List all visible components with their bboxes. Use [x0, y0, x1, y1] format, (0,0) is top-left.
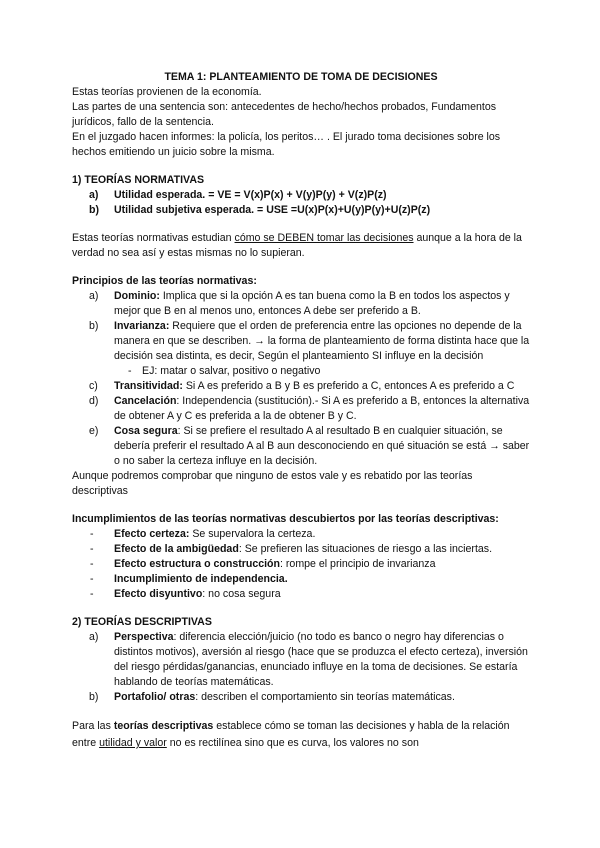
principle-term: Invarianza: [114, 320, 170, 332]
list-marker: - [90, 528, 94, 540]
principles-closing: Aunque podremos comprobar que ninguno de estos vale y es rebatido por las teorías descriptivas [72, 470, 473, 497]
text-span: no es rectilínea sino que es curva, los valores no son [166, 737, 419, 749]
bold-term: teorías descriptivas [113, 720, 214, 732]
list-marker: - [90, 573, 94, 585]
normative-study-paragraph [72, 231, 530, 261]
formula-expected-utility: Utilidad esperada. = VE = V(x)P(x) + V(y)P(y) + V(z)P(z) [114, 189, 387, 201]
breach-text: Se supervalora la certeza. [189, 528, 316, 540]
principle-item [72, 424, 530, 469]
principle-item [72, 394, 530, 424]
heading-text: Incumplimientos de las teorías normativas descubiertos por las teorías descriptivas: [72, 513, 499, 525]
breach-item [72, 557, 530, 572]
formula-item [72, 188, 530, 203]
intro-line-1: Estas teorías provienen de la economía. [72, 86, 262, 98]
principle-text: Si A es preferido a B y B es preferido a C, entonces A es preferido a C [182, 380, 515, 392]
list-marker: c) [89, 380, 98, 392]
text-span: Para las [72, 720, 114, 732]
breach-item [72, 572, 530, 587]
principle-term: Cancelación [114, 395, 177, 407]
principle-term: Dominio: [114, 290, 160, 302]
underlined-phrase: utilidad y valor [99, 737, 167, 749]
principle-text: Requiere que el orden de preferencia entre las opciones no depende de la manera en que se describen. → la forma de planteamiento de forma distinta hace que la decisión sea distinta, es decir, Según el planteamiento SI influye en la decisión [114, 320, 530, 362]
descriptive-item [72, 630, 530, 690]
example-item [72, 364, 530, 379]
list-marker: a) [89, 631, 99, 643]
descriptive-text: : diferencia elección/juicio (no todo es banco o negro hay diferencias o distintos motivos), aversión al riesgo (hace que se produzca el efecto certeza), inversión del riesgo pérdidas/ganancias, enunciado influye en la toma de decisiones. Se estaría hablando de teorías matemáticas. [114, 631, 528, 688]
text-span: Estas teorías normativas estudian [72, 232, 235, 244]
formula-item [72, 203, 530, 218]
list-marker: - [128, 365, 132, 377]
document-title: TEMA 1: PLANTEAMIENTO DE TOMA DE DECISIONES [164, 71, 438, 83]
intro-line-3: En el juzgado hacen informes: la policía, los peritos… . El jurado toma decisiones sobre los hechos emitiendo un juicio sobre la misma. [72, 131, 501, 158]
list-marker: b) [89, 204, 99, 216]
heading-text: Principios de las teorías normativas: [72, 275, 257, 287]
descriptive-term: Portafolio/ otras [114, 691, 196, 703]
text-span: aunque a la hora de la verdad no sea así y estas mismas no lo supieran. [72, 232, 522, 259]
breach-item [72, 587, 530, 602]
list-marker: - [90, 543, 94, 555]
breach-term: Efecto disyuntivo [114, 588, 203, 600]
breach-term: Efecto certeza: [114, 528, 190, 540]
principle-text: : Independencia (sustitución).- Si A es preferido a B, entonces la alternativa de obtener A y C es preferida a la de obtener B y C. [114, 395, 530, 422]
list-marker: e) [89, 425, 99, 437]
list-marker: d) [89, 395, 99, 407]
example-text: EJ: matar o salvar, positivo o negativo [142, 365, 321, 377]
section-descriptive-heading: 2) TEORÍAS DESCRIPTIVAS [72, 616, 212, 628]
list-marker: - [90, 588, 94, 600]
formula-subjective-utility: Utilidad subjetiva esperada. = USE =U(x)P(x)+U(y)P(y)+U(z)P(z) [114, 204, 431, 216]
list-marker: b) [89, 320, 99, 332]
principle-term: Transitividad: [114, 380, 183, 392]
list-marker: b) [89, 691, 99, 703]
principle-item [72, 319, 530, 364]
breaches-heading [72, 512, 530, 527]
principles-heading [72, 274, 530, 289]
descriptive-text: : describen el comportamiento sin teorías matemáticas. [195, 691, 455, 703]
principle-text: : Si se prefiere el resultado A al resultado B en cualquier situación, se debería preferir el resultado A al B aun desconociendo en qué situación se está → saber o no saber la certeza influye en la decisión. [114, 425, 530, 467]
text-span: establece cómo se toman las decisiones y habla de la relación entre [72, 720, 510, 749]
final-paragraph [72, 718, 530, 752]
breach-text: : rompe el principio de invarianza [280, 558, 436, 570]
principle-item [72, 289, 530, 319]
list-marker: a) [89, 290, 99, 302]
breach-term: Efecto estructura o construcción [114, 558, 281, 570]
underlined-phrase: cómo se DEBEN tomar las decisiones [234, 232, 414, 244]
principle-text: Implica que si la opción A es tan buena como la B en todos los aspectos y mejor que B en al menos uno, entonces A debe ser preferido a B. [114, 290, 510, 317]
principle-item [72, 379, 530, 394]
breach-text: : Se prefieren las situaciones de riesgo a las inciertas. [238, 543, 493, 555]
principle-term: Cosa segura [114, 425, 178, 437]
breach-term: Efecto de la ambigüedad [114, 543, 239, 555]
section-normative-heading: 1) TEORÍAS NORMATIVAS [72, 174, 205, 186]
descriptive-item [72, 690, 530, 705]
breach-text: : no cosa segura [202, 588, 281, 600]
descriptive-term: Perspectiva [114, 631, 174, 643]
list-marker: - [90, 558, 94, 570]
breach-item [72, 542, 530, 557]
breach-item [72, 527, 530, 542]
list-marker: a) [89, 189, 99, 201]
intro-line-2: Las partes de una sentencia son: antecedentes de hecho/hechos probados, Fundamentos jurídicos, fallo de la sentencia. [72, 101, 497, 128]
breach-term: Incumplimiento de independencia. [114, 573, 288, 585]
